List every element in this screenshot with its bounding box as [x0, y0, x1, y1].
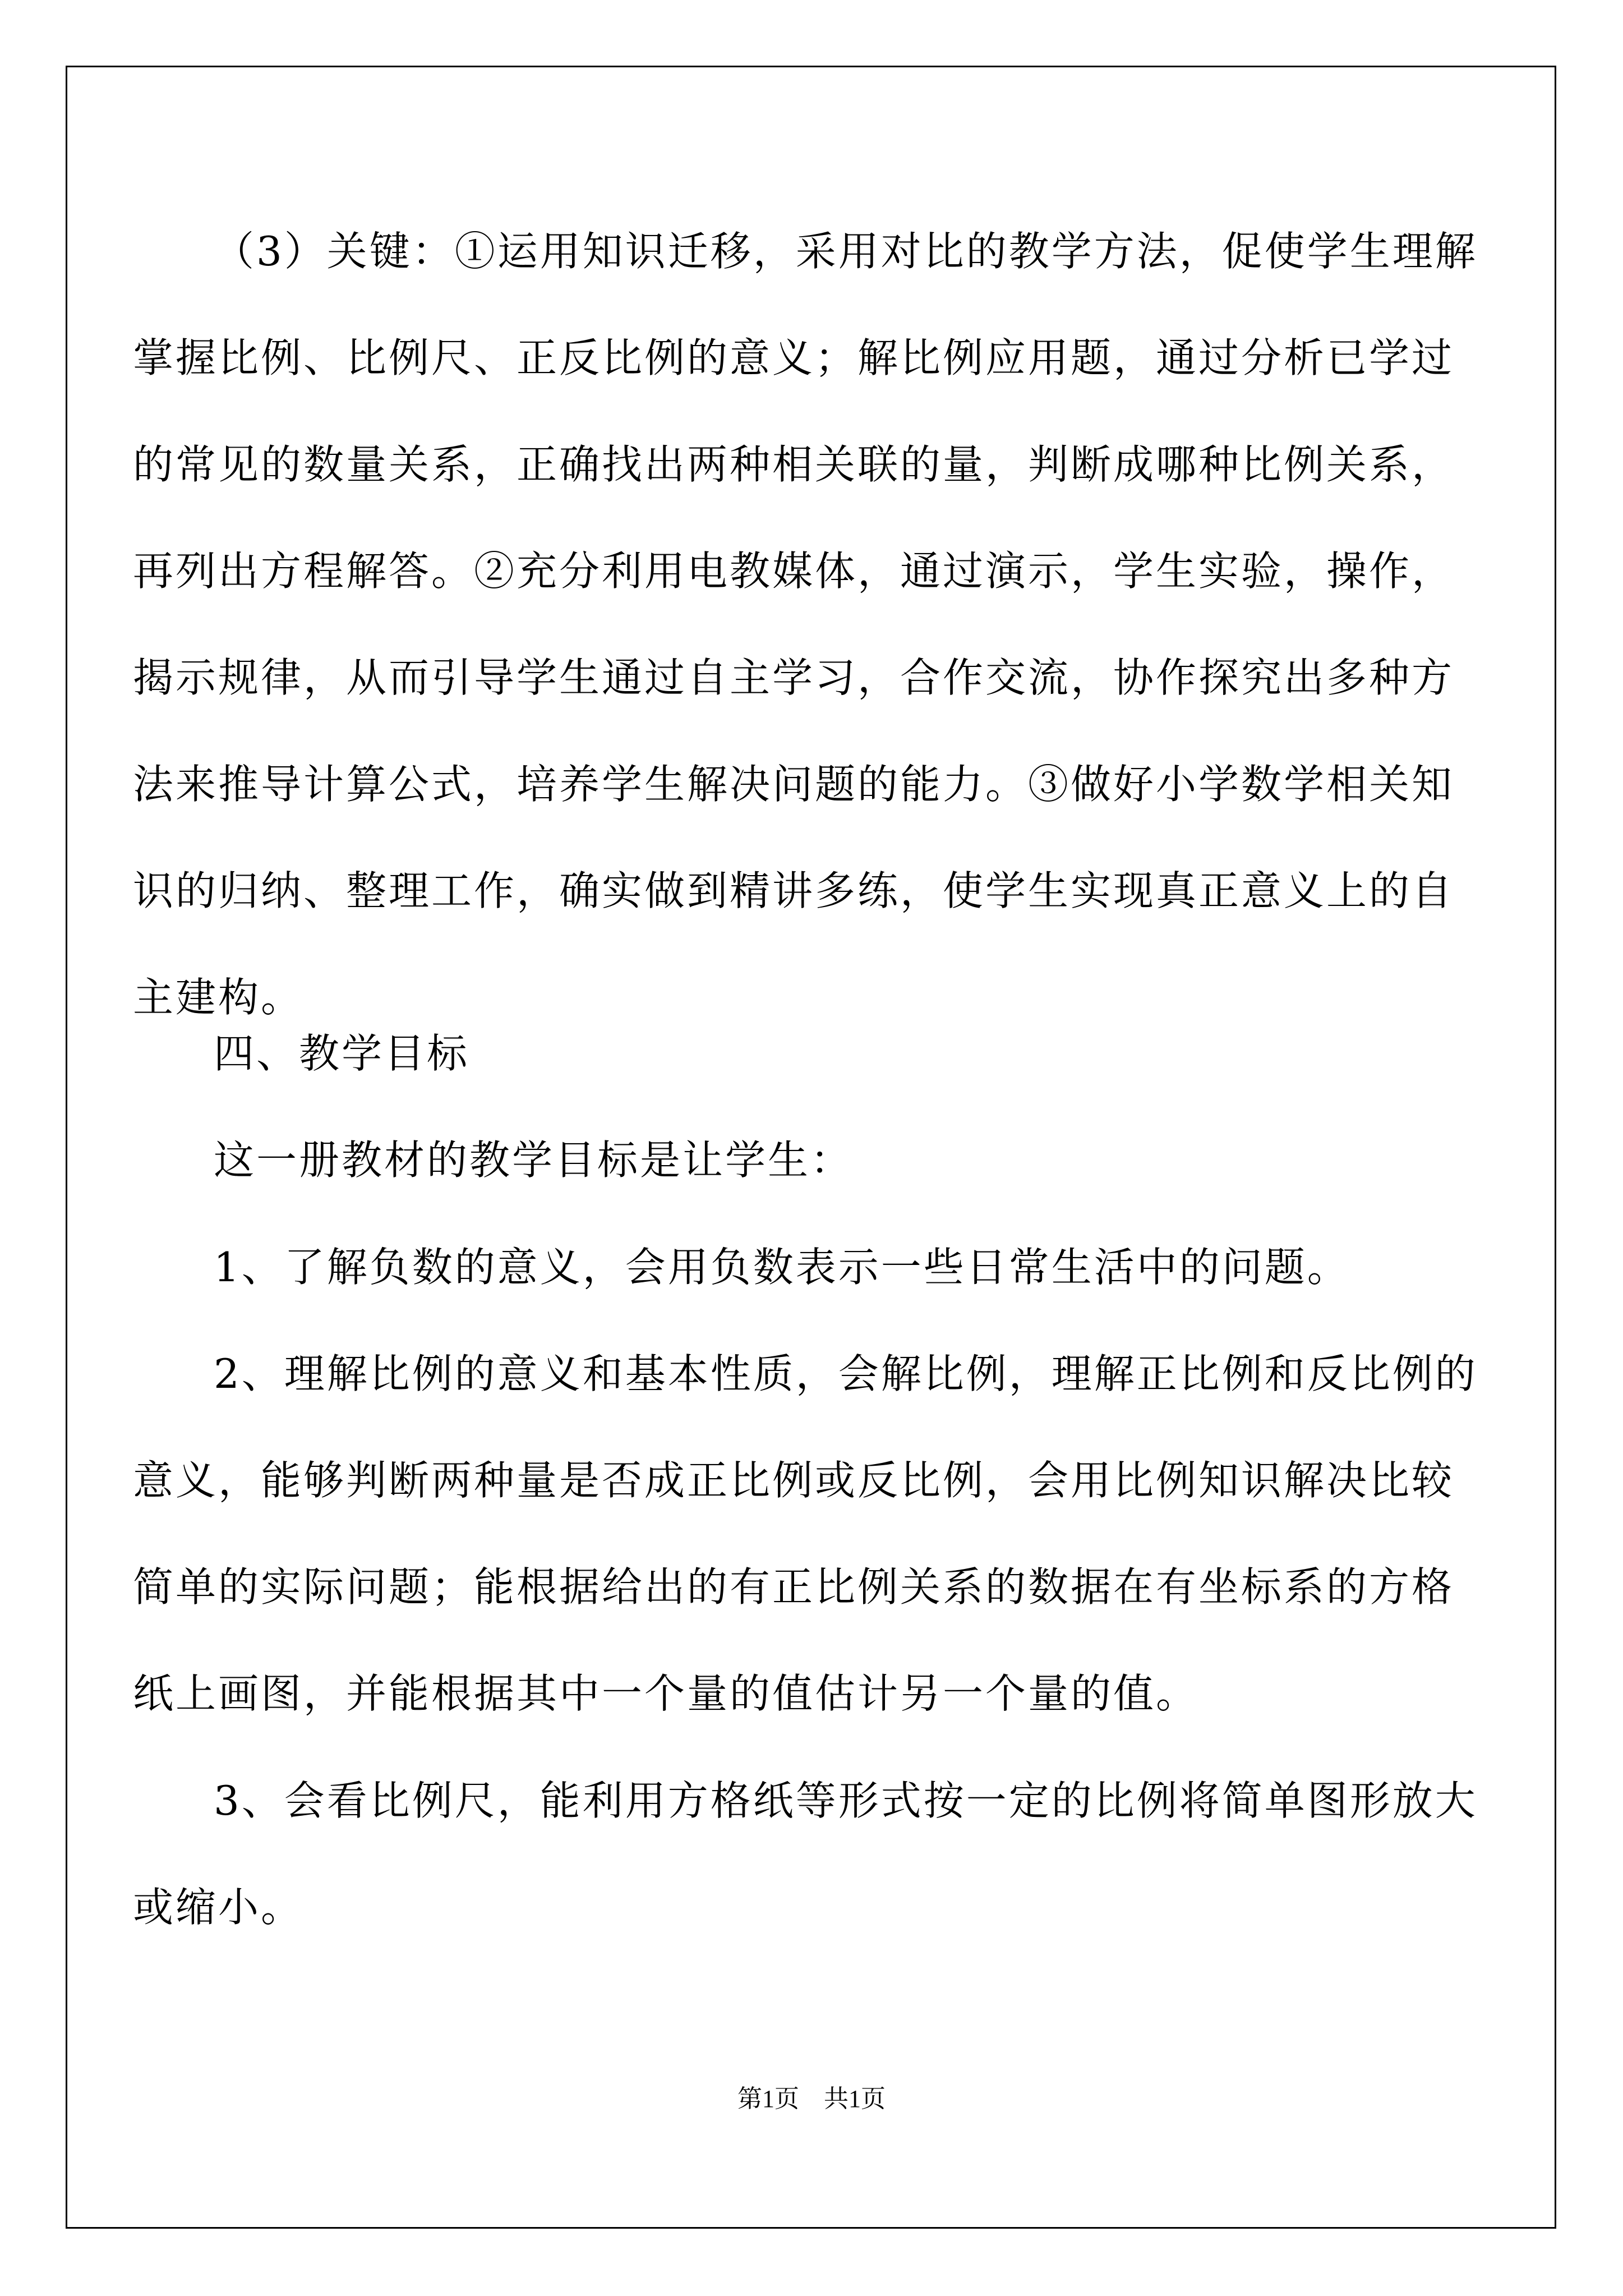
paragraph-intro: 这一册教材的教学目标是让学生：	[214, 1137, 854, 1184]
paragraph-key-points: （3）关键：①运用知识迁移，采用对比的教学方法，促使学生理解掌握比例、比例尺、正反比例的意义；解比例应用题，通过分析已学过的常见的数量关系，正确找出两种相关联的量，判断成哪种比例关系，再列出方程解答。②充分利用电教媒体，通过演示，学生实验，操作，揭示规律，从而引导学生通过自主学习，合作交流，协作探究出多种方法来推导计算公式，培养学生解决问题的能力。③做好小学数学相关知识的归纳、整理工作，确实做到精讲多练，使学生实现真正意义上的自主建构。	[133, 228, 1478, 1021]
section-heading: 四、教学目标	[214, 1030, 470, 1077]
page-footer: 第1页 共1页	[737, 2085, 886, 2113]
paragraph-goal-3: 3、会看比例尺，能利用方格纸等形式按一定的比例将简单图形放大或缩小。	[133, 1777, 1478, 1931]
paragraph-goal-1: 1、了解负数的意义，会用负数表示一些日常生活中的问题。	[214, 1244, 1350, 1291]
paragraph-goal-2: 2、理解比例的意义和基本性质，会解比例，理解正比例和反比例的意义，能够判断两种量是否成正比例或反比例，会用比例知识解决比较简单的实际问题；能根据给出的有正比例关系的数据在有坐标系的方格纸上画图，并能根据其中一个量的值估计另一个量的值。	[133, 1350, 1478, 1717]
